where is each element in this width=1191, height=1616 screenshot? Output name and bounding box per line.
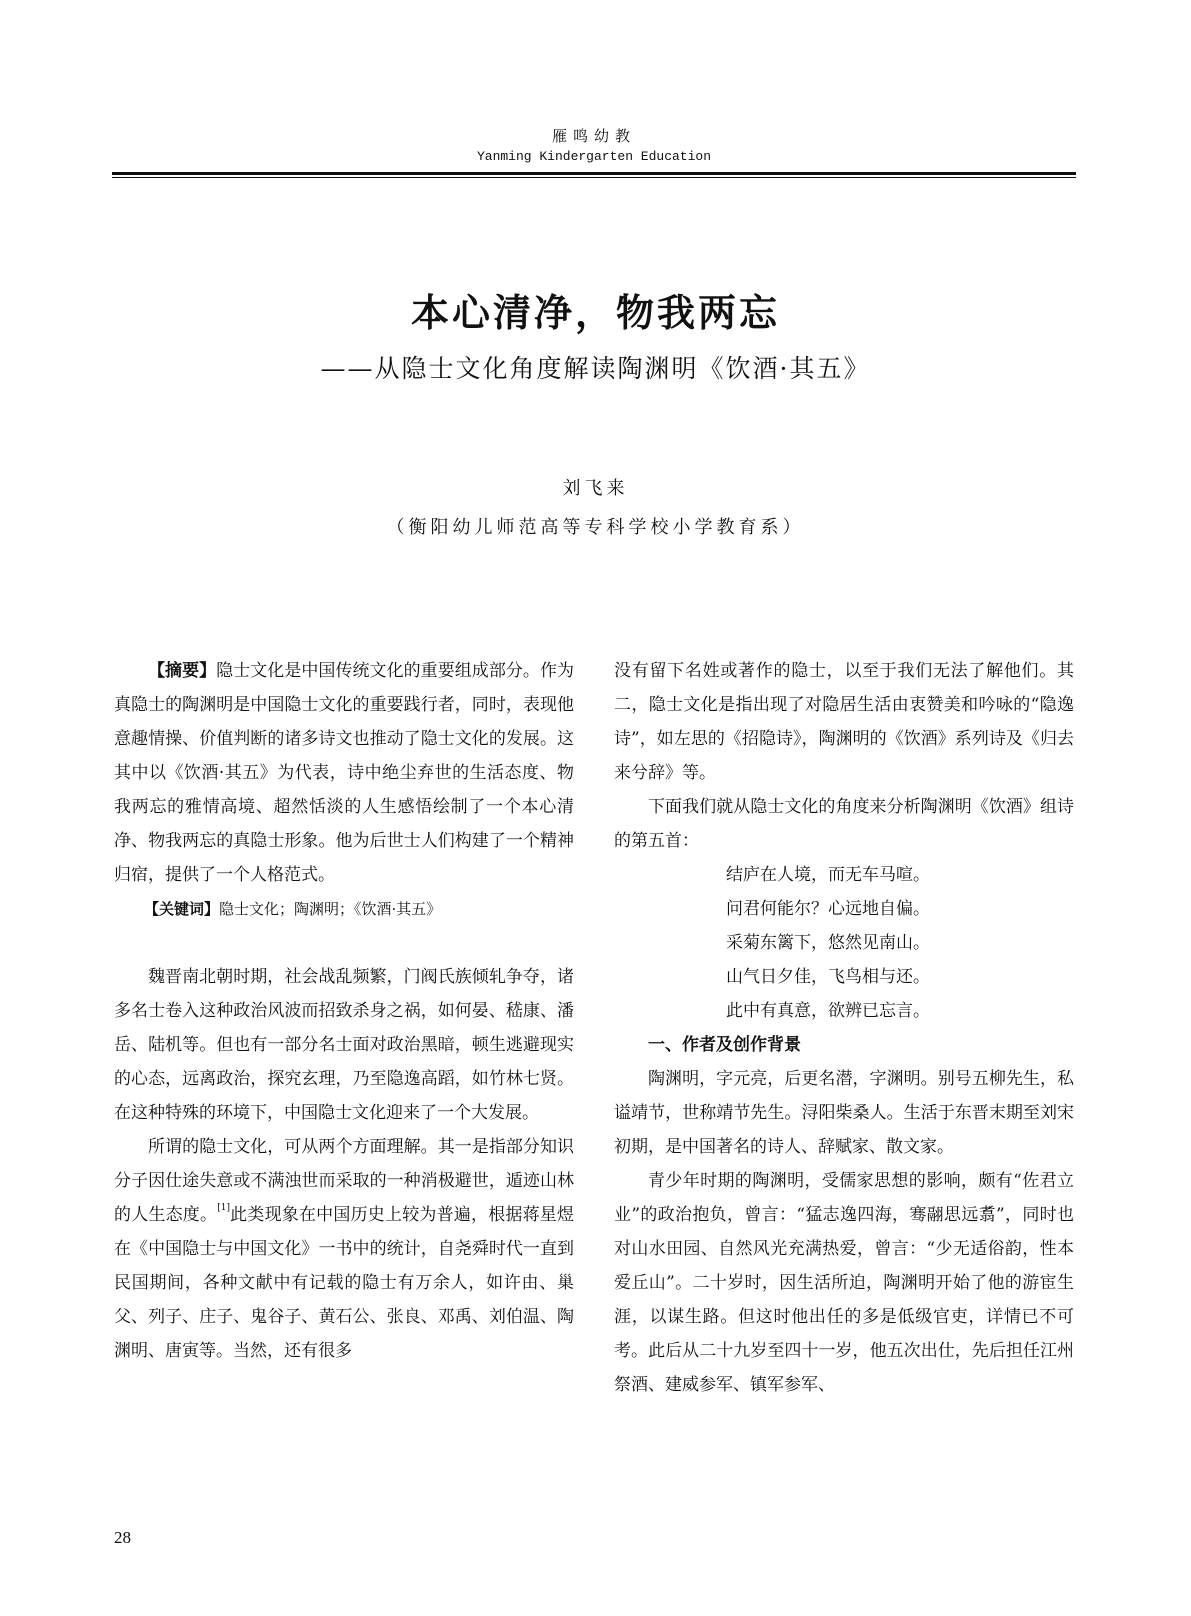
- abstract-label: 【摘要】: [148, 661, 217, 681]
- body-paragraph: 青少年时期的陶渊明，受儒家思想的影响，颇有“佐君立业”的政治抱负，曾言：“猛志逸四海，骞翮思远翥”，同时也对山水田园、自然风光充满热爱，曾言：“少无适俗韵，性本爱丘山”。二十岁时，因生活所迫，陶渊明开始了他的游宦生涯，以谋生路。但这时他出任的多是低级官吏，详情已不可考。此后从二十九岁至四十一岁，他五次出仕，先后担任江州祭酒、建威参军、镇军参军、: [614, 1171, 1074, 1395]
- journal-name-cn: 雁鸣幼教: [551, 127, 636, 145]
- page-number: 28: [114, 1528, 131, 1547]
- paragraph-text: 此类现象在中国历史上较为普遍，根据蒋星煜在《中国隐士与中国文化》一书中的统计，自尧舜时代一直到民国期间，各种文献中有记载的隐士有万余人，如许由、巢父、列子、庄子、鬼谷子、黄石公、张良、邓禹、刘伯温、陶渊明、唐寅等。当然，还有很多: [114, 1205, 575, 1361]
- running-header: [112, 126, 1076, 166]
- keywords: [114, 892, 574, 926]
- author-affiliation: （衡阳幼儿师范高等专科学校小学教育系）: [386, 517, 805, 538]
- section-spacer: [114, 926, 574, 960]
- poem-line: 山气日夕佳，飞鸟相与还。: [726, 967, 930, 987]
- abstract-text: 隐士文化是中国传统文化的重要组成部分。作为真隐士的陶渊明是中国隐士文化的重要践行者，同时，表现他意趣情操、价值判断的诸多诗文也推动了隐士文化的发展。这其中以《饮酒·其五》为代表，诗中绝尘弃世的生活态度、物我两忘的雅情高境、超然恬淡的人生感悟绘制了一个本心清净、物我两忘的真隐士形象。他为后世士人们构建了一个精神归宿，提供了一个人格范式。: [114, 661, 575, 885]
- citation-ref[interactable]: [1]: [217, 1203, 230, 1213]
- abstract: [114, 654, 574, 892]
- poem-line: 问君何能尔？心远地自偏。: [726, 899, 930, 919]
- body-paragraph: 没有留下名姓或著作的隐士，以至于我们无法了解他们。其二，隐士文化是指出现了对隐居生活由衷赞美和吟咏的“隐逸诗”，如左思的《招隐诗》，陶渊明的《饮酒》系列诗及《归去来兮辞》等。: [614, 661, 1074, 783]
- article-title: 本心清净，物我两忘: [410, 290, 780, 335]
- left-column: [114, 654, 574, 1368]
- body-paragraph: 陶渊明，字元亮，后更名潜，字渊明。别号五柳先生，私谥靖节，世称靖节先生。浔阳柴桑人。生活于东晋末期至刘宋初期，是中国著名的诗人、辞赋家、散文家。: [614, 1069, 1074, 1157]
- body-paragraph: 下面我们就从隐士文化的角度来分析陶渊明《饮酒》组诗的第五首：: [614, 797, 1074, 851]
- header-rule-thick: [112, 172, 1076, 175]
- body-paragraph: [114, 1130, 574, 1368]
- poem-line: 采菊东篱下，悠然见南山。: [726, 933, 930, 953]
- journal-name-en: Yanming Kindergarten Education: [476, 149, 712, 164]
- paragraph-text: 所谓的隐士文化，可从两个方面理解。其一是指部分知识分子因仕途失意或不满浊世而采取的一种消极避世，遁迹山林的人生态度。: [114, 1137, 574, 1225]
- keywords-text: 隐士文化；陶渊明；《饮酒·其五》: [219, 900, 442, 918]
- poem-line: 此中有真意，欲辨已忘言。: [726, 1001, 930, 1021]
- section-heading: 一、作者及创作背景: [648, 1035, 801, 1055]
- poem-line: 结庐在人境，而无车马喧。: [726, 865, 930, 885]
- poem-block: [614, 858, 1074, 1028]
- article-subtitle: ——从隐士文化角度解读陶渊明《饮酒·其五》: [320, 354, 871, 383]
- right-column: [614, 654, 1074, 1402]
- author-name: 刘飞来: [562, 478, 629, 499]
- body-paragraph: 魏晋南北朝时期，社会战乱频繁，门阀氏族倾轧争夺，诸多名士卷入这种政治风波而招致杀身之祸，如何晏、嵇康、潘岳、陆机等。但也有一部分名士面对政治黑暗，顿生逃避现实的心态，远离政治，探究玄理，乃至隐逸高蹈，如竹林七贤。在这种特殊的环境下，中国隐士文化迎来了一个大发展。: [114, 967, 574, 1123]
- keywords-label: 【关键词】: [144, 900, 220, 918]
- header-rule-thin: [112, 177, 1076, 178]
